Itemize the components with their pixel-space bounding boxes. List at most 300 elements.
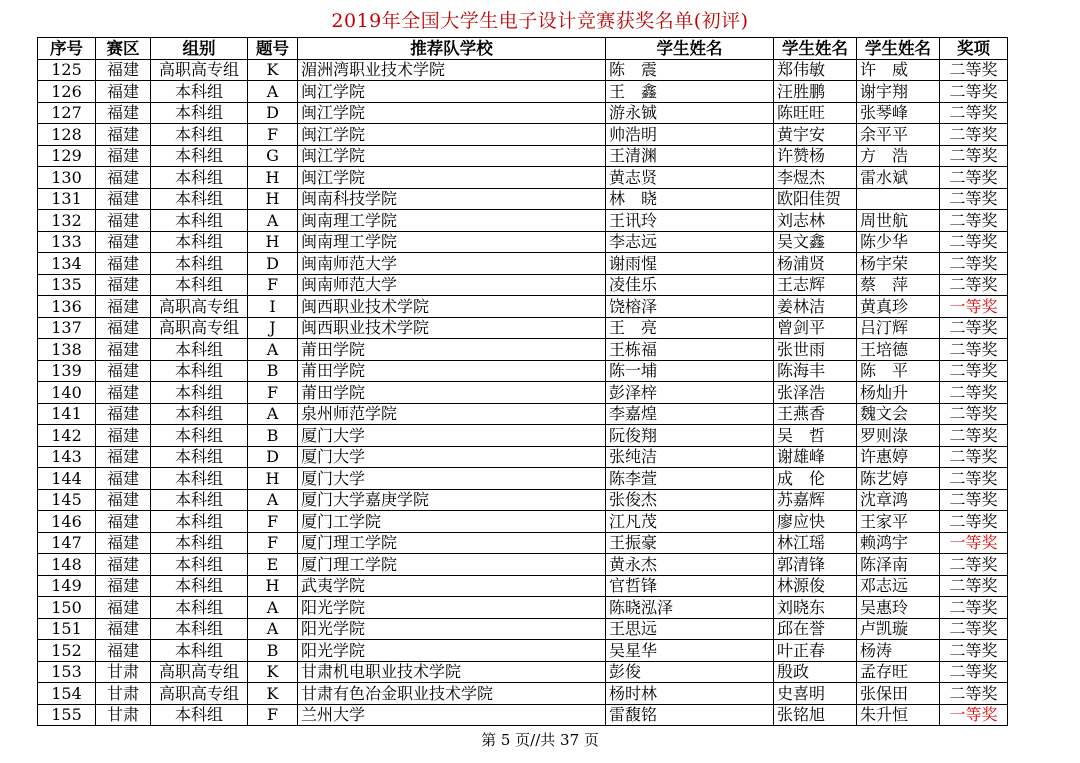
cell-region: 福建	[96, 145, 151, 167]
cell-school: 厦门大学	[298, 425, 606, 447]
cell-student-1: 黄志贤	[606, 167, 774, 189]
cell-group: 本科组	[151, 360, 248, 382]
cell-student-2: 张泽浩	[774, 382, 857, 404]
cell-student-3: 孟存旺	[857, 661, 940, 683]
table-row	[38, 382, 1008, 404]
cell-school: 阳光学院	[298, 597, 606, 619]
cell-region: 福建	[96, 575, 151, 597]
cell-region: 福建	[96, 188, 151, 210]
award-table	[37, 37, 1008, 726]
cell-school: 闽西职业技术学院	[298, 296, 606, 318]
cell-serial: 137	[38, 317, 96, 339]
cell-region: 福建	[96, 382, 151, 404]
table-row	[38, 188, 1008, 210]
cell-school: 阳光学院	[298, 640, 606, 662]
cell-student-2: 欧阳佳贺	[774, 188, 857, 210]
cell-student-3: 罗则淥	[857, 425, 940, 447]
cell-student-2: 郭清锋	[774, 554, 857, 576]
cell-group: 高职高专组	[151, 661, 248, 683]
cell-group: 本科组	[151, 575, 248, 597]
cell-award: 二等奖	[940, 640, 1008, 662]
cell-school: 厦门大学	[298, 446, 606, 468]
cell-student-2: 吴文鑫	[774, 231, 857, 253]
cell-student-2: 林源俊	[774, 575, 857, 597]
cell-group: 本科组	[151, 81, 248, 103]
cell-problem: A	[248, 618, 298, 640]
cell-award: 二等奖	[940, 167, 1008, 189]
cell-award: 二等奖	[940, 360, 1008, 382]
cell-group: 本科组	[151, 704, 248, 726]
cell-student-3: 雷水斌	[857, 167, 940, 189]
cell-student-2: 张世雨	[774, 339, 857, 361]
cell-award: 二等奖	[940, 317, 1008, 339]
cell-group: 高职高专组	[151, 59, 248, 81]
cell-student-3: 蔡 萍	[857, 274, 940, 296]
cell-serial: 140	[38, 382, 96, 404]
cell-serial: 139	[38, 360, 96, 382]
table-row	[38, 102, 1008, 124]
table-row	[38, 296, 1008, 318]
cell-student-3: 赖鸿宇	[857, 532, 940, 554]
cell-group: 高职高专组	[151, 683, 248, 705]
cell-serial: 126	[38, 81, 96, 103]
header-group: 组别	[151, 38, 248, 60]
cell-award: 二等奖	[940, 124, 1008, 146]
header-serial: 序号	[38, 38, 96, 60]
table-row	[38, 360, 1008, 382]
cell-award: 二等奖	[940, 661, 1008, 683]
cell-serial: 142	[38, 425, 96, 447]
cell-serial: 143	[38, 446, 96, 468]
cell-student-3: 沈章鸿	[857, 489, 940, 511]
table-row	[38, 425, 1008, 447]
cell-student-2: 王志辉	[774, 274, 857, 296]
cell-region: 福建	[96, 554, 151, 576]
cell-student-1: 阮俊翔	[606, 425, 774, 447]
cell-serial: 127	[38, 102, 96, 124]
cell-region: 福建	[96, 296, 151, 318]
cell-problem: H	[248, 468, 298, 490]
cell-serial: 153	[38, 661, 96, 683]
cell-group: 高职高专组	[151, 317, 248, 339]
cell-student-1: 陈晓泓泽	[606, 597, 774, 619]
cell-award: 二等奖	[940, 446, 1008, 468]
cell-student-2: 刘志林	[774, 210, 857, 232]
table-row	[38, 683, 1008, 705]
cell-region: 福建	[96, 360, 151, 382]
cell-school: 莆田学院	[298, 382, 606, 404]
cell-region: 福建	[96, 124, 151, 146]
table-row	[38, 661, 1008, 683]
cell-student-3: 张琴峰	[857, 102, 940, 124]
cell-region: 甘肃	[96, 661, 151, 683]
cell-award: 二等奖	[940, 188, 1008, 210]
cell-student-1: 林 晓	[606, 188, 774, 210]
cell-student-3: 王培德	[857, 339, 940, 361]
cell-problem: K	[248, 683, 298, 705]
cell-award: 二等奖	[940, 59, 1008, 81]
cell-school: 闽南理工学院	[298, 231, 606, 253]
cell-student-3: 陈泽南	[857, 554, 940, 576]
cell-school: 闽南师范大学	[298, 253, 606, 275]
cell-student-1: 凌佳乐	[606, 274, 774, 296]
cell-student-2: 黄宇安	[774, 124, 857, 146]
cell-problem: E	[248, 554, 298, 576]
cell-student-1: 陈 震	[606, 59, 774, 81]
cell-region: 福建	[96, 274, 151, 296]
cell-student-2: 叶正春	[774, 640, 857, 662]
cell-student-2: 成 伦	[774, 468, 857, 490]
cell-serial: 145	[38, 489, 96, 511]
table-row	[38, 274, 1008, 296]
cell-student-1: 江凡茂	[606, 511, 774, 533]
cell-student-2: 邱在誉	[774, 618, 857, 640]
cell-student-3	[857, 188, 940, 210]
cell-school: 厦门理工学院	[298, 554, 606, 576]
cell-region: 福建	[96, 317, 151, 339]
table-row	[38, 339, 1008, 361]
cell-problem: A	[248, 210, 298, 232]
cell-student-2: 汪胜鹏	[774, 81, 857, 103]
table-row	[38, 210, 1008, 232]
header-student-1: 学生姓名	[606, 38, 774, 60]
cell-student-1: 王讯玲	[606, 210, 774, 232]
cell-student-3: 许 威	[857, 59, 940, 81]
cell-group: 本科组	[151, 511, 248, 533]
cell-award: 一等奖	[940, 532, 1008, 554]
cell-school: 甘肃机电职业技术学院	[298, 661, 606, 683]
cell-region: 福建	[96, 425, 151, 447]
cell-award: 二等奖	[940, 145, 1008, 167]
cell-school: 兰州大学	[298, 704, 606, 726]
cell-student-1: 王清渊	[606, 145, 774, 167]
cell-student-2: 张铭旭	[774, 704, 857, 726]
cell-student-1: 雷馥铭	[606, 704, 774, 726]
cell-student-1: 游永铖	[606, 102, 774, 124]
cell-student-1: 帅浩明	[606, 124, 774, 146]
cell-student-3: 许惠婷	[857, 446, 940, 468]
cell-school: 湄洲湾职业技术学院	[298, 59, 606, 81]
table-row	[38, 554, 1008, 576]
cell-school: 闽江学院	[298, 167, 606, 189]
cell-award: 二等奖	[940, 339, 1008, 361]
cell-serial: 146	[38, 511, 96, 533]
cell-problem: F	[248, 274, 298, 296]
cell-student-2: 王燕香	[774, 403, 857, 425]
cell-student-1: 李嘉煌	[606, 403, 774, 425]
cell-student-1: 李志远	[606, 231, 774, 253]
cell-serial: 132	[38, 210, 96, 232]
cell-group: 本科组	[151, 403, 248, 425]
cell-award: 二等奖	[940, 425, 1008, 447]
cell-student-2: 许赞杨	[774, 145, 857, 167]
cell-award: 一等奖	[940, 704, 1008, 726]
cell-award: 二等奖	[940, 575, 1008, 597]
cell-region: 福建	[96, 403, 151, 425]
header-region: 赛区	[96, 38, 151, 60]
cell-problem: K	[248, 661, 298, 683]
cell-serial: 125	[38, 59, 96, 81]
cell-problem: F	[248, 124, 298, 146]
cell-award: 二等奖	[940, 597, 1008, 619]
cell-serial: 147	[38, 532, 96, 554]
cell-problem: K	[248, 59, 298, 81]
cell-serial: 130	[38, 167, 96, 189]
cell-student-1: 饶榕泽	[606, 296, 774, 318]
cell-student-3: 吴惠玲	[857, 597, 940, 619]
cell-student-3: 周世航	[857, 210, 940, 232]
cell-student-1: 张纯洁	[606, 446, 774, 468]
cell-school: 闽江学院	[298, 145, 606, 167]
cell-award: 二等奖	[940, 102, 1008, 124]
cell-problem: B	[248, 360, 298, 382]
cell-group: 高职高专组	[151, 296, 248, 318]
cell-student-3: 朱升恒	[857, 704, 940, 726]
table-row	[38, 618, 1008, 640]
cell-student-2: 苏嘉辉	[774, 489, 857, 511]
cell-serial: 149	[38, 575, 96, 597]
cell-serial: 138	[38, 339, 96, 361]
table-row	[38, 532, 1008, 554]
cell-serial: 134	[38, 253, 96, 275]
table-row	[38, 403, 1008, 425]
cell-award: 二等奖	[940, 231, 1008, 253]
table-row	[38, 597, 1008, 619]
cell-serial: 128	[38, 124, 96, 146]
cell-award: 二等奖	[940, 81, 1008, 103]
cell-award: 二等奖	[940, 511, 1008, 533]
cell-region: 福建	[96, 253, 151, 275]
cell-student-2: 李煜杰	[774, 167, 857, 189]
cell-student-2: 姜林洁	[774, 296, 857, 318]
cell-student-3: 邓志远	[857, 575, 940, 597]
cell-problem: A	[248, 339, 298, 361]
cell-student-2: 陈旺旺	[774, 102, 857, 124]
cell-student-1: 陈李萱	[606, 468, 774, 490]
cell-student-3: 杨灿升	[857, 382, 940, 404]
cell-student-2: 谢雄峰	[774, 446, 857, 468]
cell-school: 甘肃有色冶金职业技术学院	[298, 683, 606, 705]
cell-region: 福建	[96, 597, 151, 619]
cell-serial: 144	[38, 468, 96, 490]
cell-group: 本科组	[151, 489, 248, 511]
cell-group: 本科组	[151, 339, 248, 361]
cell-group: 本科组	[151, 274, 248, 296]
cell-student-3: 陈少华	[857, 231, 940, 253]
cell-group: 本科组	[151, 554, 248, 576]
cell-school: 泉州师范学院	[298, 403, 606, 425]
page-footer: 第 5 页//共 37 页	[481, 731, 599, 749]
cell-student-3: 张保田	[857, 683, 940, 705]
cell-student-3: 黄真珍	[857, 296, 940, 318]
cell-group: 本科组	[151, 446, 248, 468]
cell-award: 二等奖	[940, 274, 1008, 296]
cell-group: 本科组	[151, 640, 248, 662]
cell-student-3: 魏文会	[857, 403, 940, 425]
table-row	[38, 59, 1008, 81]
cell-award: 一等奖	[940, 296, 1008, 318]
cell-problem: H	[248, 575, 298, 597]
cell-problem: F	[248, 704, 298, 726]
cell-student-1: 王思远	[606, 618, 774, 640]
table-header-row	[38, 38, 1008, 60]
cell-student-1: 官哲锋	[606, 575, 774, 597]
cell-region: 福建	[96, 446, 151, 468]
cell-problem: D	[248, 102, 298, 124]
cell-award: 二等奖	[940, 683, 1008, 705]
cell-school: 闽南师范大学	[298, 274, 606, 296]
cell-group: 本科组	[151, 532, 248, 554]
cell-award: 二等奖	[940, 403, 1008, 425]
cell-student-3: 余平平	[857, 124, 940, 146]
cell-problem: J	[248, 317, 298, 339]
cell-region: 福建	[96, 102, 151, 124]
cell-region: 福建	[96, 339, 151, 361]
cell-problem: A	[248, 597, 298, 619]
cell-serial: 133	[38, 231, 96, 253]
cell-school: 厦门大学	[298, 468, 606, 490]
cell-school: 闽江学院	[298, 102, 606, 124]
table-body	[38, 59, 1008, 726]
cell-region: 福建	[96, 59, 151, 81]
cell-serial: 136	[38, 296, 96, 318]
cell-student-3: 卢凯璇	[857, 618, 940, 640]
cell-award: 二等奖	[940, 468, 1008, 490]
header-problem: 题号	[248, 38, 298, 60]
table-row	[38, 167, 1008, 189]
cell-school: 武夷学院	[298, 575, 606, 597]
cell-student-1: 谢雨惺	[606, 253, 774, 275]
cell-student-2: 林江瑶	[774, 532, 857, 554]
cell-group: 本科组	[151, 145, 248, 167]
cell-student-2: 曾剑平	[774, 317, 857, 339]
cell-student-1: 彭俊	[606, 661, 774, 683]
cell-award: 二等奖	[940, 489, 1008, 511]
cell-school: 闽西职业技术学院	[298, 317, 606, 339]
cell-region: 福建	[96, 210, 151, 232]
cell-student-3: 谢宇翔	[857, 81, 940, 103]
cell-problem: A	[248, 81, 298, 103]
table-row	[38, 231, 1008, 253]
cell-student-3: 杨宇荣	[857, 253, 940, 275]
cell-student-1: 王 亮	[606, 317, 774, 339]
cell-student-2: 郑伟敏	[774, 59, 857, 81]
cell-group: 本科组	[151, 618, 248, 640]
cell-group: 本科组	[151, 167, 248, 189]
header-student-3: 学生姓名	[857, 38, 940, 60]
table-row	[38, 640, 1008, 662]
cell-group: 本科组	[151, 231, 248, 253]
table-row	[38, 511, 1008, 533]
cell-group: 本科组	[151, 382, 248, 404]
cell-student-2: 史喜明	[774, 683, 857, 705]
header-student-2: 学生姓名	[774, 38, 857, 60]
cell-award: 二等奖	[940, 210, 1008, 232]
cell-student-3: 陈 平	[857, 360, 940, 382]
cell-student-2: 杨浦贤	[774, 253, 857, 275]
cell-problem: D	[248, 253, 298, 275]
table-row	[38, 124, 1008, 146]
cell-serial: 152	[38, 640, 96, 662]
cell-group: 本科组	[151, 188, 248, 210]
cell-student-1: 王 鑫	[606, 81, 774, 103]
cell-award: 二等奖	[940, 382, 1008, 404]
table-row	[38, 81, 1008, 103]
cell-student-1: 杨时林	[606, 683, 774, 705]
cell-student-2: 殷政	[774, 661, 857, 683]
cell-problem: A	[248, 489, 298, 511]
cell-student-2: 吴 哲	[774, 425, 857, 447]
cell-school: 闽南科技学院	[298, 188, 606, 210]
cell-serial: 154	[38, 683, 96, 705]
cell-school: 闽江学院	[298, 81, 606, 103]
cell-group: 本科组	[151, 124, 248, 146]
cell-award: 二等奖	[940, 253, 1008, 275]
cell-serial: 131	[38, 188, 96, 210]
cell-region: 福建	[96, 468, 151, 490]
table-row	[38, 253, 1008, 275]
cell-student-3: 陈艺婷	[857, 468, 940, 490]
cell-student-2: 廖应快	[774, 511, 857, 533]
cell-school: 厦门工学院	[298, 511, 606, 533]
cell-group: 本科组	[151, 468, 248, 490]
cell-student-3: 吕汀辉	[857, 317, 940, 339]
cell-problem: F	[248, 532, 298, 554]
cell-problem: G	[248, 145, 298, 167]
cell-award: 二等奖	[940, 554, 1008, 576]
cell-region: 福建	[96, 231, 151, 253]
cell-problem: A	[248, 403, 298, 425]
cell-serial: 151	[38, 618, 96, 640]
cell-problem: I	[248, 296, 298, 318]
cell-region: 福建	[96, 532, 151, 554]
cell-school: 闽江学院	[298, 124, 606, 146]
cell-region: 福建	[96, 618, 151, 640]
cell-school: 莆田学院	[298, 360, 606, 382]
table-row	[38, 317, 1008, 339]
cell-serial: 148	[38, 554, 96, 576]
cell-student-2: 陈海丰	[774, 360, 857, 382]
cell-region: 福建	[96, 511, 151, 533]
cell-student-3: 杨涛	[857, 640, 940, 662]
cell-student-1: 彭泽梓	[606, 382, 774, 404]
cell-region: 福建	[96, 81, 151, 103]
cell-problem: H	[248, 188, 298, 210]
cell-school: 厦门大学嘉庚学院	[298, 489, 606, 511]
cell-award: 二等奖	[940, 618, 1008, 640]
document-title: 2019年全国大学生电子设计竞赛获奖名单(初评)	[331, 10, 749, 32]
cell-serial: 150	[38, 597, 96, 619]
cell-problem: B	[248, 425, 298, 447]
header-school: 推荐队学校	[298, 38, 606, 60]
cell-school: 厦门理工学院	[298, 532, 606, 554]
cell-student-1: 王振豪	[606, 532, 774, 554]
cell-problem: H	[248, 231, 298, 253]
cell-student-1: 黄永杰	[606, 554, 774, 576]
cell-group: 本科组	[151, 210, 248, 232]
table-row	[38, 446, 1008, 468]
cell-region: 福建	[96, 167, 151, 189]
cell-problem: D	[248, 446, 298, 468]
table-row	[38, 704, 1008, 726]
cell-student-1: 张俊杰	[606, 489, 774, 511]
cell-serial: 135	[38, 274, 96, 296]
cell-group: 本科组	[151, 253, 248, 275]
table-row	[38, 489, 1008, 511]
cell-region: 福建	[96, 489, 151, 511]
cell-student-1: 陈一埔	[606, 360, 774, 382]
cell-region: 甘肃	[96, 683, 151, 705]
